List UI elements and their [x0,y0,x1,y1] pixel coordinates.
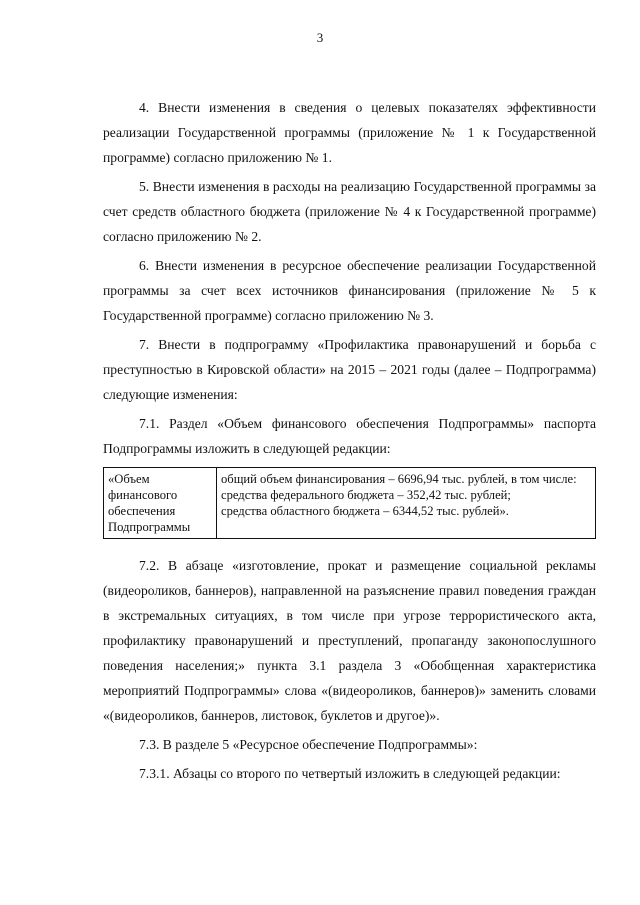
label-line: обеспечения [108,504,176,518]
paragraph-7-3-1: 7.3.1. Абзацы со второго по четвертый изложить в следующей редакции: [139,766,561,781]
paragraph-4: 4. Внести изменения в сведения о целевых показателях эффективности реализации Государственной программы (приложение № 1 к Государственной программе) согласно приложению № 1. [103,100,596,165]
paragraph-7-2: 7.2. В абзаце «изготовление, прокат и размещение социальной рекламы (видеороликов, баннеров), направленной на разъяснение правил поведения граждан в экстремальных ситуациях, в том числе при угрозе террористического акта, профилактику правонарушений и преступлений, пропаганду законопослушного поведения населения;» пункта 3.1 раздела 3 «Обобщенная характеристика мероприятий Подпрограммы» слова «(видеороликов, баннеров)» заменить словами «(видеороликов, баннеров, листовок, буклетов и другое)». [103,558,596,723]
page-number: 3 [316,30,324,45]
regional-budget-line: средства областного бюджета – 6344,52 тыс. рублей». [221,504,509,518]
funding-value-cell [217,468,596,539]
paragraph-5: 5. Внести изменения в расходы на реализацию Государственной программы за счет средств областного бюджета (приложение № 4 к Государственной программе) согласно приложению № 2. [103,179,596,244]
document-body [103,95,596,790]
funding-label-cell [104,468,217,539]
label-line: финансового [108,488,178,502]
total-funding-line: общий объем финансирования – 6696,94 тыс. рублей, в том числе: [221,472,577,486]
label-line: «Объем [108,472,150,486]
paragraph-7: 7. Внести в подпрограмму «Профилактика правонарушений и борьба с преступностью в Кировской области» на 2015 – 2021 годы (далее – Подпрограмма) следующие изменения: [103,337,596,402]
paragraph-7-1: 7.1. Раздел «Объем финансового обеспечения Подпрограммы» паспорта Подпрограммы изложить в следующей редакции: [103,416,596,456]
paragraph-7-3: 7.3. В разделе 5 «Ресурсное обеспечение Подпрограммы»: [139,737,478,752]
federal-budget-line: средства федерального бюджета – 352,42 тыс. рублей; [221,488,511,502]
label-line: Подпрограммы [108,520,191,534]
passport-funding-table [103,467,596,539]
paragraph-6: 6. Внести изменения в ресурсное обеспечение реализации Государственной программы за счет всех источников финансирования (приложение № 5 к Государственной программе) согласно приложению № 3. [103,258,596,323]
table-row [104,468,596,539]
